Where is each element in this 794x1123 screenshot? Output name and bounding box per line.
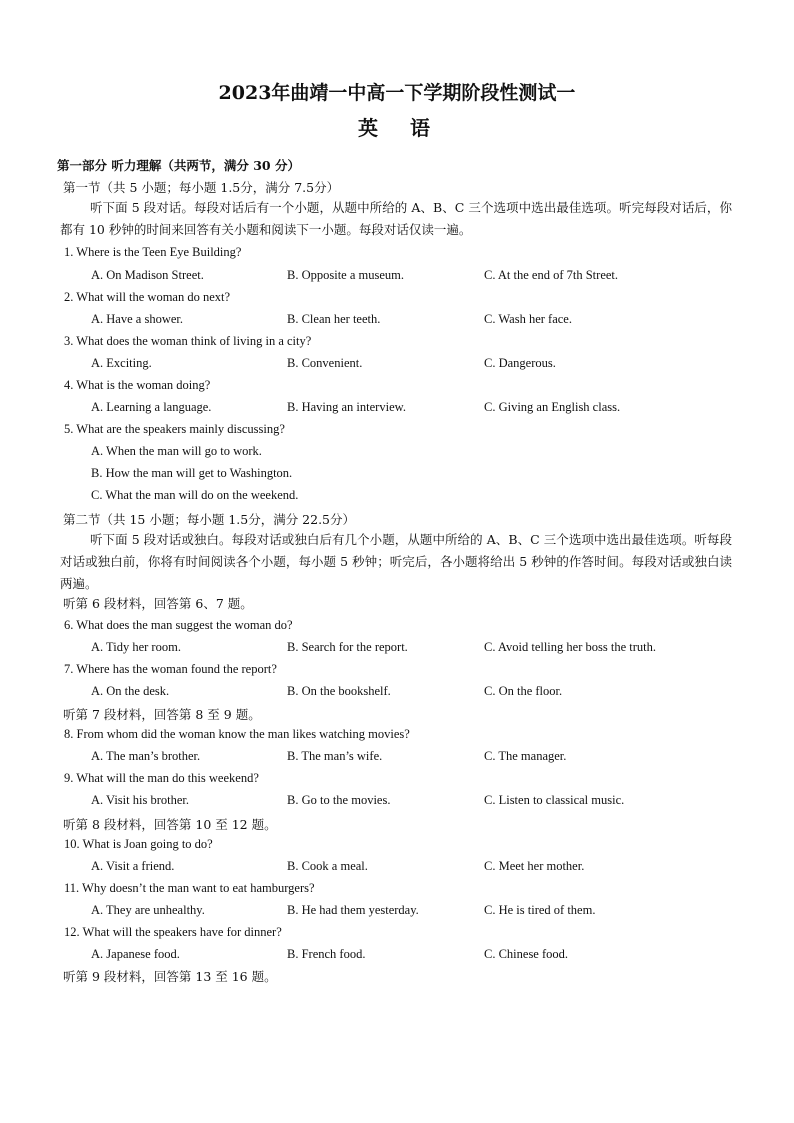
question-11: 11. Why doesn’t the man want to eat hamburgers? (64, 881, 315, 895)
q8-option-a: A. The man’s brother. (91, 749, 201, 763)
material-note-7: 听第 7 段材料，回答第 8 至 9 题。 (63, 707, 261, 722)
question-1: 1. Where is the Teen Eye Building? (64, 245, 242, 259)
question-8: 8. From whom did the woman know the man likes watching movies? (64, 727, 410, 741)
q12-option-b: B. French food. (287, 947, 366, 961)
q11-option-c: C. He is tired of them. (484, 903, 596, 917)
material-note-6: 听第 6 段材料，回答第 6、7 题。 (63, 596, 253, 611)
q3-option-c: C. Dangerous. (484, 356, 556, 370)
question-6: 6. What does the man suggest the woman do? (64, 618, 293, 632)
q2-option-c: C. Wash her face. (484, 312, 572, 326)
q2-option-a: A. Have a shower. (91, 312, 183, 326)
q1-option-c: C. At the end of 7th Street. (484, 268, 619, 282)
material-note-9: 听第 9 段材料，回答第 13 至 16 题。 (63, 969, 277, 984)
q6-option-c: C. Avoid telling her boss the truth. (484, 640, 656, 654)
q1-option-a: A. On Madison Street. (91, 268, 204, 282)
q1-option-b: B. Opposite a museum. (287, 268, 405, 282)
q10-option-b: B. Cook a meal. (287, 859, 368, 873)
question-12: 12. What will the speakers have for dinner? (64, 925, 282, 939)
q4-option-b: B. Having an interview. (287, 400, 406, 414)
q12-option-a: A. Japanese food. (91, 947, 180, 961)
q7-option-a: A. On the desk. (91, 684, 170, 698)
part1-heading: 第一部分 听力理解（共两节，满分 30 分） (57, 158, 300, 173)
q11-option-a: A. They are unhealthy. (91, 903, 205, 917)
question-7: 7. Where has the woman found the report? (64, 662, 277, 676)
q6-option-a: A. Tidy her room. (91, 640, 181, 654)
section1-instructions: 听下面 5 段对话。每段对话后有一个小题，从题中所给的 A、B、C 三个选项中选出最佳选项。听完每段对话后，你都有 10 秒钟的时间来回答有关小题和阅读下一小题。每段对话仅读一遍。 (60, 200, 732, 237)
q10-option-a: A. Visit a friend. (91, 859, 175, 873)
q9-option-b: B. Go to the movies. (287, 793, 391, 807)
question-10: 10. What is Joan going to do? (64, 837, 213, 851)
question-4: 4. What is the woman doing? (64, 378, 211, 392)
q12-option-c: C. Chinese food. (484, 947, 569, 961)
q10-option-c: C. Meet her mother. (484, 859, 585, 873)
q4-option-a: A. Learning a language. (91, 400, 212, 414)
exam-body (57, 0, 750, 1123)
material-note-8: 听第 8 段材料，回答第 10 至 12 题。 (63, 817, 277, 832)
q3-option-b: B. Convenient. (287, 356, 363, 370)
q11-option-b: B. He had them yesterday. (287, 903, 419, 917)
q3-option-a: A. Exciting. (91, 356, 152, 370)
exam-title: 2023年曲靖一中高一下学期阶段性测试一 (218, 82, 576, 104)
section1-heading: 第一节（共 5 小题；每小题 1.5分，满分 7.5分） (63, 180, 340, 195)
subject-title: 英 语 (358, 116, 436, 140)
q9-option-a: A. Visit his brother. (91, 793, 189, 807)
q6-option-b: B. Search for the report. (287, 640, 408, 654)
q7-option-c: C. On the floor. (484, 684, 563, 698)
question-5: 5. What are the speakers mainly discussing? (64, 422, 285, 436)
q9-option-c: C. Listen to classical music. (484, 793, 625, 807)
q5-option-b: B. How the man will get to Washington. (91, 466, 293, 480)
q7-option-b: B. On the bookshelf. (287, 684, 391, 698)
q4-option-c: C. Giving an English class. (484, 400, 621, 414)
q5-option-a: A. When the man will go to work. (91, 444, 262, 458)
question-9: 9. What will the man do this weekend? (64, 771, 259, 785)
q5-option-c: C. What the man will do on the weekend. (91, 488, 299, 502)
q8-option-c: C. The manager. (484, 749, 567, 763)
q2-option-b: B. Clean her teeth. (287, 312, 381, 326)
question-3: 3. What does the woman think of living in a city? (64, 334, 312, 348)
question-2: 2. What will the woman do next? (64, 290, 231, 304)
section2-heading: 第二节（共 15 小题；每小题 1.5分，满分 22.5分） (63, 512, 356, 527)
section2-instructions: 听下面 5 段对话或独白。每段对话或独白后有几个小题，从题中所给的 A、B、C 三个选项中选出最佳选项。听每段对话或独白前，你将有时间阅读各个小题，每小题 5 秒钟；听完后，各小题将给出 5 秒钟的作答时间。每段对话或独白读两遍。 (60, 532, 732, 591)
q8-option-b: B. The man’s wife. (287, 749, 383, 763)
